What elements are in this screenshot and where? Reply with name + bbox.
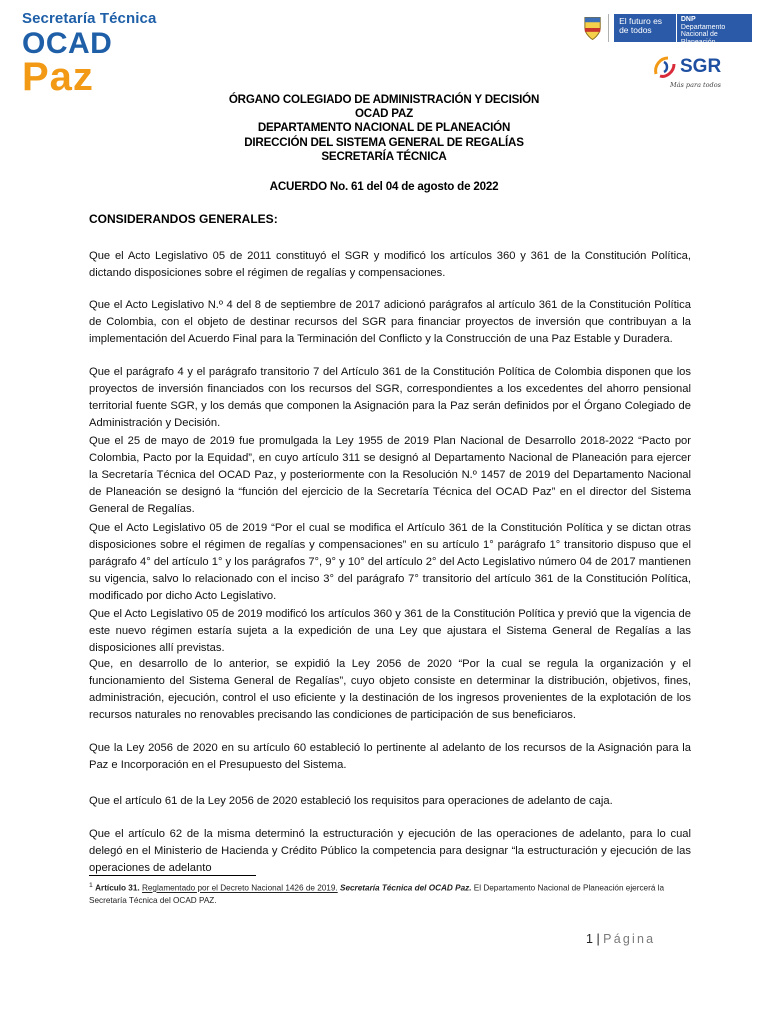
logo-line-ocad: OCAD: [22, 27, 113, 60]
footnote-article: Artículo 31.: [95, 883, 140, 893]
footnote-marker: 1: [89, 882, 93, 889]
sgr-slogan: Más para todos: [670, 81, 721, 89]
sgr-label: SGR: [680, 56, 722, 77]
colombia-shield-icon: [582, 14, 603, 42]
logo-line-secretaria: Secretaría Técnica: [22, 10, 157, 27]
page-number-value: 1: [586, 932, 593, 946]
header-line-direccion: DIRECCIÓN DEL SISTEMA GENERAL DE REGALÍAS: [244, 136, 524, 149]
header-line-dnp: DEPARTAMENTO NACIONAL DE PLANEACIÓN: [257, 121, 511, 134]
header-line-ocad: OCAD PAZ: [354, 107, 414, 120]
ocad-paz-logo: [22, 10, 182, 99]
considerandos-heading: CONSIDERANDOS GENERALES:: [89, 212, 278, 226]
paragraph-9: Que el artículo 61 de la Ley 2056 de 2020 estableció los requisitos para operaciones de adelanto de caja.: [89, 795, 613, 807]
sgr-swirl-icon: [650, 52, 680, 82]
dnp-badge: [677, 14, 752, 46]
sgr-logo: [650, 52, 730, 94]
dnp-full-name: Departamento Nacional de Planeación: [680, 23, 726, 46]
footnote-title: Secretaría Técnica del OCAD Paz.: [339, 883, 472, 893]
page-separator: |: [596, 932, 600, 946]
paragraph-5: Que el Acto Legislativo 05 de 2019 “Por el cual se modifica el Artículo 361 de la Constitución Política y se dictan otras disposiciones sobre el régimen de regalías y compensaciones” en su artículo 1° parágrafo 1° transitorio dispuso que el parágrafo 4° del artículo 1° y los parágrafos 7°, 9° y 10° del artículo 2° del Acto Legislativo número 04 de 2017 mantienen su vigencia, salvo lo relacionado con el inciso 3° del parágrafo 7° transitorio del artículo 361 de la Constitución Política, modificado por dicho Acto Legislativo.: [89, 522, 691, 602]
paragraph-8: Que la Ley 2056 de 2020 en su artículo 60 estableció lo pertinente al adelanto de los recursos de la Asignación para la Paz e Incorporación en el Presupuesto del Sistema.: [89, 742, 691, 771]
paragraph-6: Que el Acto Legislativo 05 de 2019 modificó los artículos 360 y 361 de la Constitución Política y previó que la vigencia de este nuevo régimen estaría sujeta a la expedición de una Ley que ajustara el Sistema General de Regalías a las disposiciones allí previstas.: [89, 608, 691, 654]
page-label: Página: [603, 932, 656, 946]
logo-line-paz: Paz: [22, 55, 94, 99]
paragraph-7: Que, en desarrollo de lo anterior, se expidió la Ley 2056 de 2020 “Por la cual se regula la organización y el funcionamiento del Sistema General de Regalías”, cuyo objeto consiste en determinar la distribución, objetivos, fines, administración, ejecución, control el uso eficiente y la destinación de los ingresos provenientes de la explotación de los recursos naturales no renovables precisando las condiciones de participación de sus beneficiaros.: [89, 658, 691, 721]
header-line-organo: ÓRGANO COLEGIADO DE ADMINISTRACIÓN Y DECISIÓN: [228, 93, 540, 106]
paragraph-2: Que el Acto Legislativo N.º 4 del 8 de septiembre de 2017 adicionó parágrafos al artículo 361 de la Constitución Política de Colombia, con el objeto de destinar recursos del SGR para financiar proyectos de inversión que contribuyan a la implementación del Acuerdo Final para la Terminación del Conflicto y la Construcción de una Paz Estable y Duradera.: [89, 299, 691, 345]
acuerdo-title: ACUERDO No. 61 del 04 de agosto de 2022: [269, 180, 499, 193]
paragraph-4: Que el 25 de mayo de 2019 fue promulgada la Ley 1955 de 2019 Plan Nacional de Desarrollo 2018-2022 “Pacto por Colombia, Pacto por la Equidad”, en cuyo artículo 311 se designó al Departamento Nacional de Planeación para ejercer la Secretaría Técnica del OCAD Paz, y posteriormente con la Resolución N.º 1457 de 2019 del Departamento Nacional de Planeación se designó la “función del ejercicio de la Secretaría Técnica del OCAD Paz” en el director del Sistema General de Regalías.: [89, 435, 691, 515]
paragraph-1: Que el Acto Legislativo 05 de 2011 constituyó el SGR y modificó los artículos 360 y 361 de la Constitución Política, dictando disposiciones sobre el régimen de regalías y compensaciones.: [89, 250, 691, 279]
footnote-rule: [89, 875, 256, 876]
page-number: [586, 932, 655, 946]
paragraph-10: Que el artículo 62 de la misma determinó la estructuración y ejecución de las operaciones de adelanto, para lo cual delegó en el Ministerio de Hacienda y Crédito Público la competencia para designar “la estructuración y ejecución de las operaciones de adelanto: [89, 828, 691, 874]
el-futuro-badge: El futuro es de todos: [614, 14, 676, 42]
footnote: [89, 880, 689, 907]
header-line-secretaria: SECRETARÍA TÉCNICA: [321, 150, 447, 163]
dnp-short: DNP: [680, 16, 696, 23]
paragraph-3: Que el parágrafo 4 y el parágrafo transitorio 7 del Artículo 361 de la Constitución Política de Colombia disponen que los proyectos de inversión financiados con los recursos del SGR, correspondientes a los excedentes del ahorro pensional territorial fuente SGR, y los demás que componen la Asignación para la Paz serán definidos por el Órgano Colegiado de Administración y Decisión.: [89, 366, 691, 429]
logo-divider: [608, 14, 609, 42]
footnote-text: El Departamento Nacional de Planeación ejercerá la Secretaría Técnica del OCAD PAZ.: [89, 883, 665, 905]
footnote-decree: Reglamentado por el Decreto Nacional 1426 de 2019.: [141, 883, 338, 893]
government-logo: [582, 10, 752, 46]
